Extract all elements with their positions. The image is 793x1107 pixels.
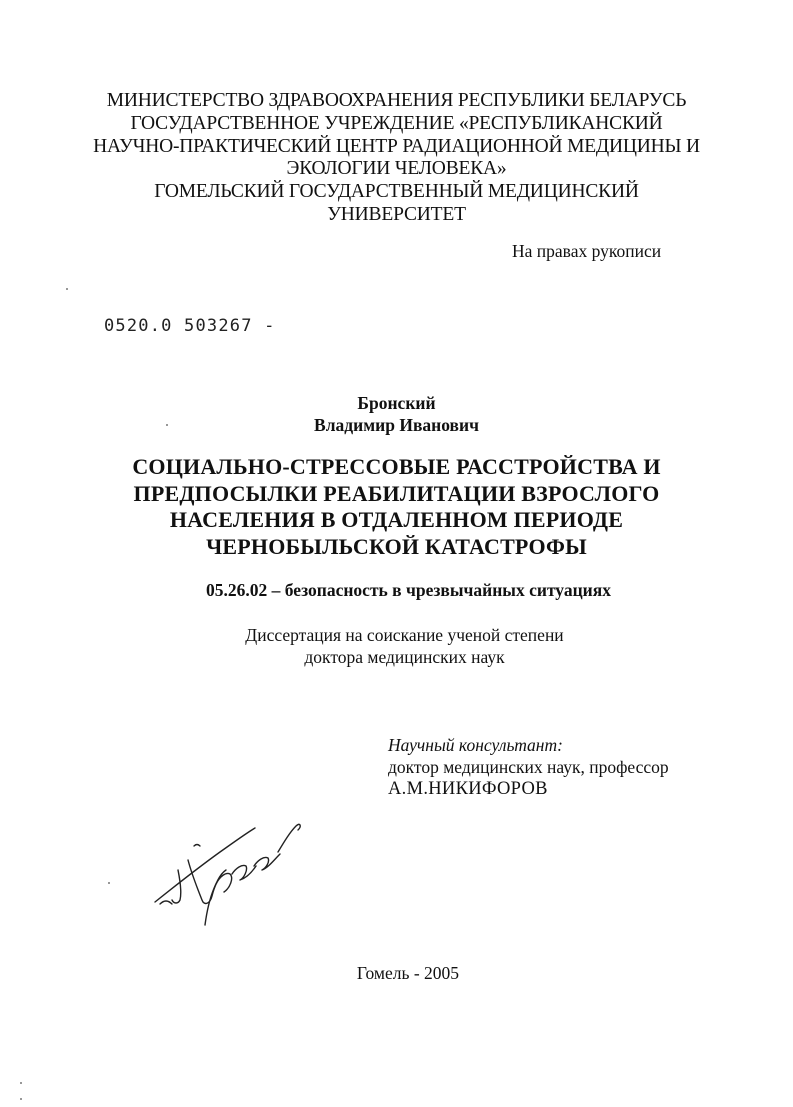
author-block	[0, 392, 793, 436]
consultant-role: Научный консультант:	[388, 735, 563, 755]
institution-line: ГОМЕЛЬСКИЙ ГОСУДАРСТВЕННЫЙ МЕДИЦИНСКИЙ	[154, 181, 639, 203]
author-surname: Бронский	[357, 393, 436, 413]
scan-speck	[166, 424, 168, 426]
scan-speck	[66, 288, 68, 290]
institution-line: УНИВЕРСИТЕТ	[327, 203, 466, 225]
institution-line: НАУЧНО-ПРАКТИЧЕСКИЙ ЦЕНТР РАДИАЦИОННОЙ МЕДИЦИНЫ И	[93, 135, 700, 157]
catalog-code: 0520.0 503267 -	[104, 316, 276, 336]
dissertation-line-2: доктора медицинских наук	[304, 647, 505, 667]
scan-speck	[20, 1082, 22, 1084]
author-name: Владимир Иванович	[314, 415, 479, 435]
rights-note: На правах рукописи	[512, 241, 662, 261]
city-year: Гомель - 2005	[356, 963, 460, 983]
scan-speck	[20, 1098, 22, 1100]
consultant-name: А.М.НИКИФОРОВ	[388, 779, 548, 799]
title-line: ЧЕРНОБЫЛЬСКОЙ КАТАСТРОФЫ	[206, 533, 587, 559]
dissertation-line-1: Диссертация на соискание ученой степени	[245, 625, 564, 645]
institution-line: МИНИСТЕРСТВО ЗДРАВООХРАНЕНИЯ РЕСПУБЛИКИ БЕЛАРУСЬ	[106, 90, 687, 111]
title-line: ПРЕДПОСЫЛКИ РЕАБИЛИТАЦИИ ВЗРОСЛОГО	[133, 480, 660, 506]
title-line: СОЦИАЛЬНО-СТРЕССОВЫЕ РАССТРОЙСТВА И	[132, 454, 661, 479]
dissertation-title	[0, 454, 793, 560]
institution-line: ЭКОЛОГИИ ЧЕЛОВЕКА»	[286, 158, 507, 180]
scan-speck	[108, 882, 110, 884]
institution-line: ГОСУДАРСТВЕННОЕ УЧРЕЖДЕНИЕ «РЕСПУБЛИКАНСКИЙ	[130, 112, 663, 134]
institutions-header	[0, 90, 793, 227]
title-line: НАСЕЛЕНИЯ В ОТДАЛЕННОМ ПЕРИОДЕ	[169, 507, 624, 532]
dissertation-note	[8, 624, 793, 668]
consultant-degree: доктор медицинских наук, профессор	[388, 757, 669, 777]
specialty: 05.26.02 – безопасность в чрезвычайных ситуациях	[206, 580, 611, 600]
signature-image	[150, 800, 310, 935]
consultant-block	[388, 734, 669, 800]
